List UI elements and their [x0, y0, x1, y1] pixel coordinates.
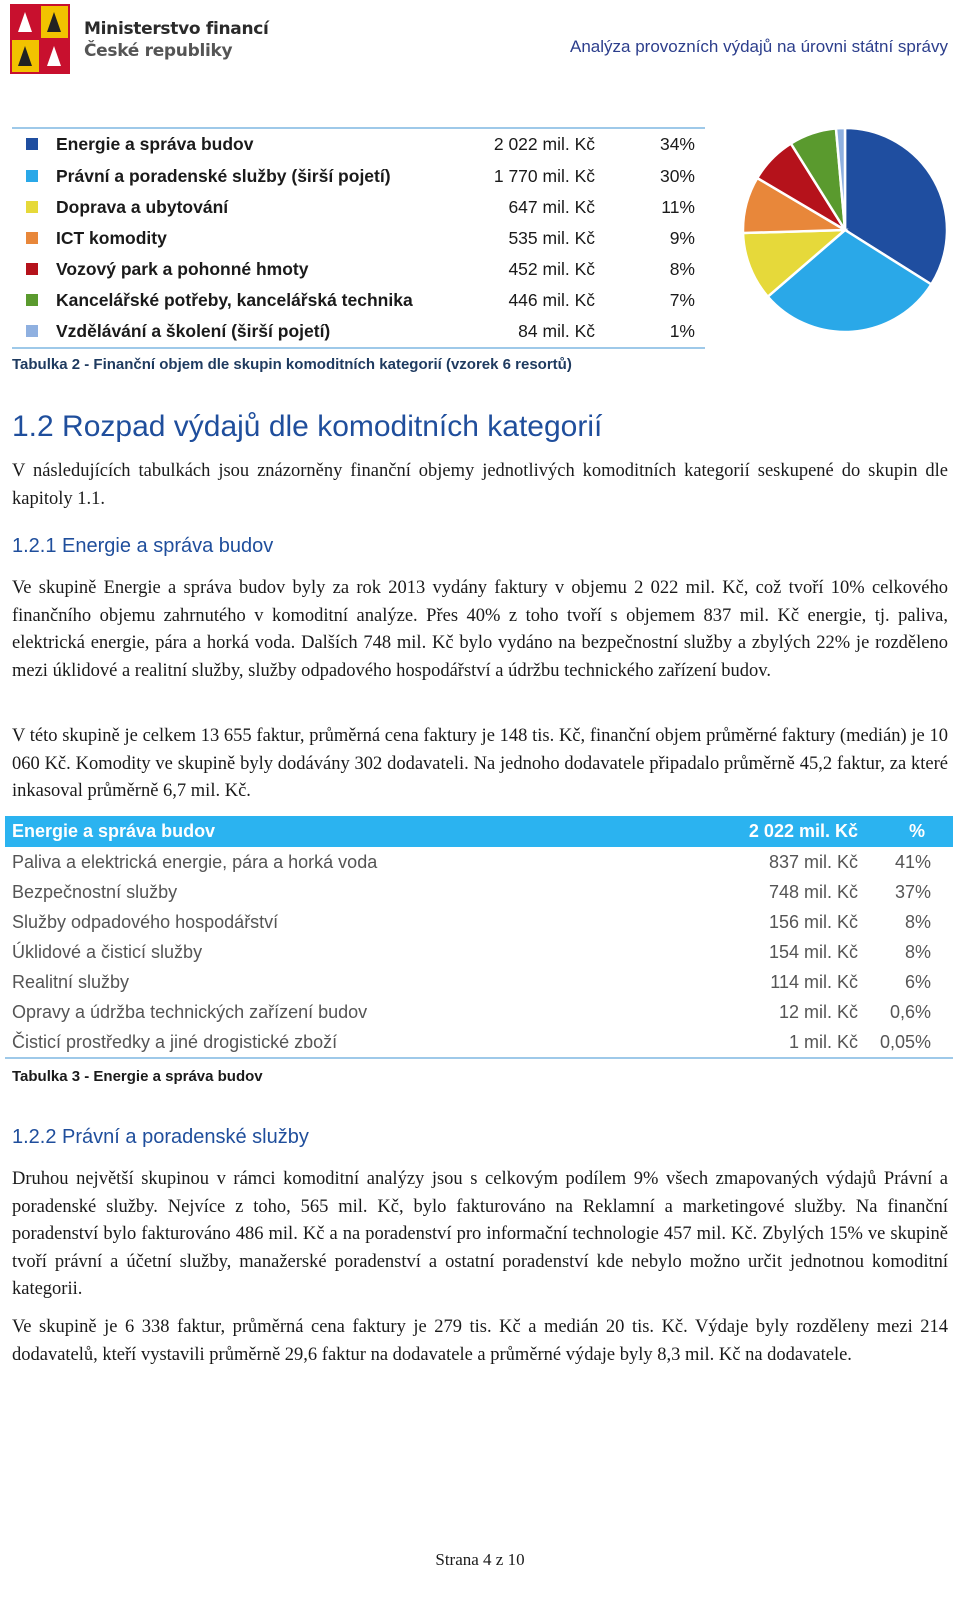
summary-amount: 446 mil. Kč	[508, 290, 595, 310]
row-amount: 12 mil. Kč	[778, 1002, 858, 1022]
summary-percent: 30%	[659, 166, 695, 186]
summary-percent: 1%	[669, 321, 695, 341]
summary-row	[12, 316, 705, 347]
summary-amount: 2 022 mil. Kč	[493, 134, 595, 154]
summary-label: ICT komodity	[56, 228, 167, 248]
ministry-name-line2: České republiky	[84, 41, 233, 61]
row-amount: 748 mil. Kč	[768, 882, 858, 902]
summary-percent: 8%	[669, 259, 695, 279]
legend-swatch	[26, 170, 38, 182]
table-row	[5, 997, 953, 1027]
row-label: Čisticí prostředky a jiné drogistické zboží	[12, 1032, 338, 1052]
energy-table-caption: Tabulka 3 - Energie a správa budov	[12, 1068, 263, 1085]
section-heading: 1.2 Rozpad výdajů dle komoditních kategorií	[12, 410, 603, 443]
table-row	[5, 937, 953, 967]
row-percent: 0,05%	[879, 1032, 931, 1052]
ministry-name-line1: Ministerstvo financí	[84, 19, 269, 39]
paragraph: Ve skupině je 6 338 faktur, průměrná cena faktury je 279 tis. Kč a medián 20 tis. Kč. Výdaje byly rozděleny mezi 214 dodavatelů, kteří vystavili průměrně 29,6 faktur na dodavatele a průměrné výdaje byly 8,3 mil. Kč na dodavatele.	[12, 1317, 948, 1365]
summary-table-caption: Tabulka 2 - Finanční objem dle skupin komoditních kategorií (vzorek 6 resortů)	[12, 356, 572, 373]
summary-amount: 84 mil. Kč	[518, 321, 595, 341]
row-percent: 37%	[894, 882, 931, 902]
subsection-heading-legal: 1.2.2 Právní a poradenské služby	[12, 1126, 309, 1148]
summary-row	[12, 223, 705, 254]
table-row	[5, 1027, 953, 1057]
pie-chart	[735, 120, 955, 340]
table-row	[5, 877, 953, 907]
summary-row	[12, 254, 705, 285]
row-amount: 1 mil. Kč	[788, 1032, 858, 1052]
summary-amount: 1 770 mil. Kč	[493, 166, 595, 186]
energy-table	[5, 816, 953, 1059]
summary-label: Doprava a ubytování	[56, 197, 229, 217]
summary-row	[12, 285, 705, 316]
row-percent: 8%	[904, 912, 931, 932]
row-amount: 114 mil. Kč	[770, 972, 858, 992]
page-header	[10, 4, 950, 74]
summary-amount: 647 mil. Kč	[508, 197, 595, 217]
summary-label: Kancelářské potřeby, kancelářská technika	[56, 290, 413, 310]
summary-label: Vozový park a pohonné hmoty	[56, 259, 309, 279]
row-label: Opravy a údržba technických zařízení budov	[12, 1002, 368, 1022]
row-percent: 8%	[904, 942, 931, 962]
summary-amount: 452 mil. Kč	[508, 259, 595, 279]
summary-percent: 9%	[669, 228, 695, 248]
legend-swatch	[26, 201, 38, 213]
row-amount: 154 mil. Kč	[768, 942, 858, 962]
row-percent: 0,6%	[889, 1002, 931, 1022]
paragraph: V této skupině je celkem 13 655 faktur, průměrná cena faktury je 148 tis. Kč, finanční objem průměrné faktury (medián) je 10 060 Kč. Komodity ve skupině byly dodávány 302 dodavateli. Na jednoho dodavatele připadalo průměrně 45,2 faktur, za které inkasoval průměrně 6,7 mil. Kč.	[12, 726, 948, 801]
table-row	[5, 847, 953, 877]
header-label: Energie a správa budov	[12, 821, 216, 841]
summary-row	[12, 129, 705, 161]
summary-table	[12, 127, 705, 349]
paragraph: Druhou největší skupinou v rámci komoditní analýzy jsou s celkovým podílem 9% všech zmapovaných výdajů Právní a poradenské služby. Nejvíce z toho, 565 mil. Kč, bylo fakturováno na Reklamní a marketingové služby. Na finanční poradenství bylo fakturováno 486 mil. Kč a na poradenství pro informační technologie 457 mil. Kč. Zbylých 15% ve skupině tvoří právní a účetní služby, manažerské poradenství a ostatní poradenství kde nebylo možno určit jednotnou komoditní kategorii.	[12, 1169, 948, 1299]
row-amount: 837 mil. Kč	[768, 852, 858, 872]
header-amount: 2 022 mil. Kč	[748, 821, 858, 841]
legend-swatch	[26, 138, 38, 150]
summary-label: Vzdělávání a školení (širší pojetí)	[56, 321, 331, 341]
summary-percent: 34%	[659, 134, 695, 154]
summary-percent: 7%	[669, 290, 695, 310]
row-percent: 6%	[904, 972, 931, 992]
row-amount: 156 mil. Kč	[768, 912, 858, 932]
table-header-row	[5, 816, 953, 847]
table-row	[5, 967, 953, 997]
ministry-emblem-logo	[10, 4, 70, 74]
summary-amount: 535 mil. Kč	[508, 228, 595, 248]
row-percent: 41%	[894, 852, 931, 872]
legend-swatch	[26, 263, 38, 275]
header-percent: %	[908, 821, 925, 841]
row-label: Služby odpadového hospodářství	[12, 912, 279, 932]
legend-swatch	[26, 294, 38, 306]
document-title: Analýza provozních výdajů na úrovni státní správy	[570, 37, 948, 56]
page-number: Strana 4 z 10	[435, 1550, 525, 1569]
row-label: Paliva a elektrická energie, pára a horká voda	[12, 852, 378, 872]
row-label: Úklidové a čisticí služby	[12, 942, 203, 962]
row-label: Bezpečnostní služby	[12, 882, 178, 902]
summary-percent: 11%	[661, 197, 695, 217]
row-label: Realitní služby	[12, 972, 130, 992]
ministry-name	[84, 18, 269, 62]
summary-label: Právní a poradenské služby (širší pojetí)	[56, 166, 391, 186]
legend-swatch	[26, 325, 38, 337]
summary-label: Energie a správa budov	[56, 134, 254, 154]
legend-swatch	[26, 232, 38, 244]
summary-row	[12, 192, 705, 223]
paragraph: Ve skupině Energie a správa budov byly za rok 2013 vydány faktury v objemu 2 022 mil. Kč, což tvoří 10% celkového finančního objemu zahrnutého v komoditní analýze. Přes 40% z toho tvoří s objemem 837 mil. Kč energie, tj. paliva, elektrická energie, pára a horká voda. Dalších 748 mil. Kč bylo vydáno na bezpečnostní služby a zbylých 22% je rozděleno mezi úklidové a realitní služby, služby odpadového hospodářství a údržbu technického zařízení budov.	[12, 578, 948, 681]
summary-row	[12, 161, 705, 192]
subsection-heading-energy: 1.2.1 Energie a správa budov	[12, 535, 274, 557]
table-row	[5, 907, 953, 937]
section-intro: V následujících tabulkách jsou znázorněny finanční objemy jednotlivých komoditních kategorií seskupené do skupin dle kapitoly 1.1.	[12, 461, 948, 509]
